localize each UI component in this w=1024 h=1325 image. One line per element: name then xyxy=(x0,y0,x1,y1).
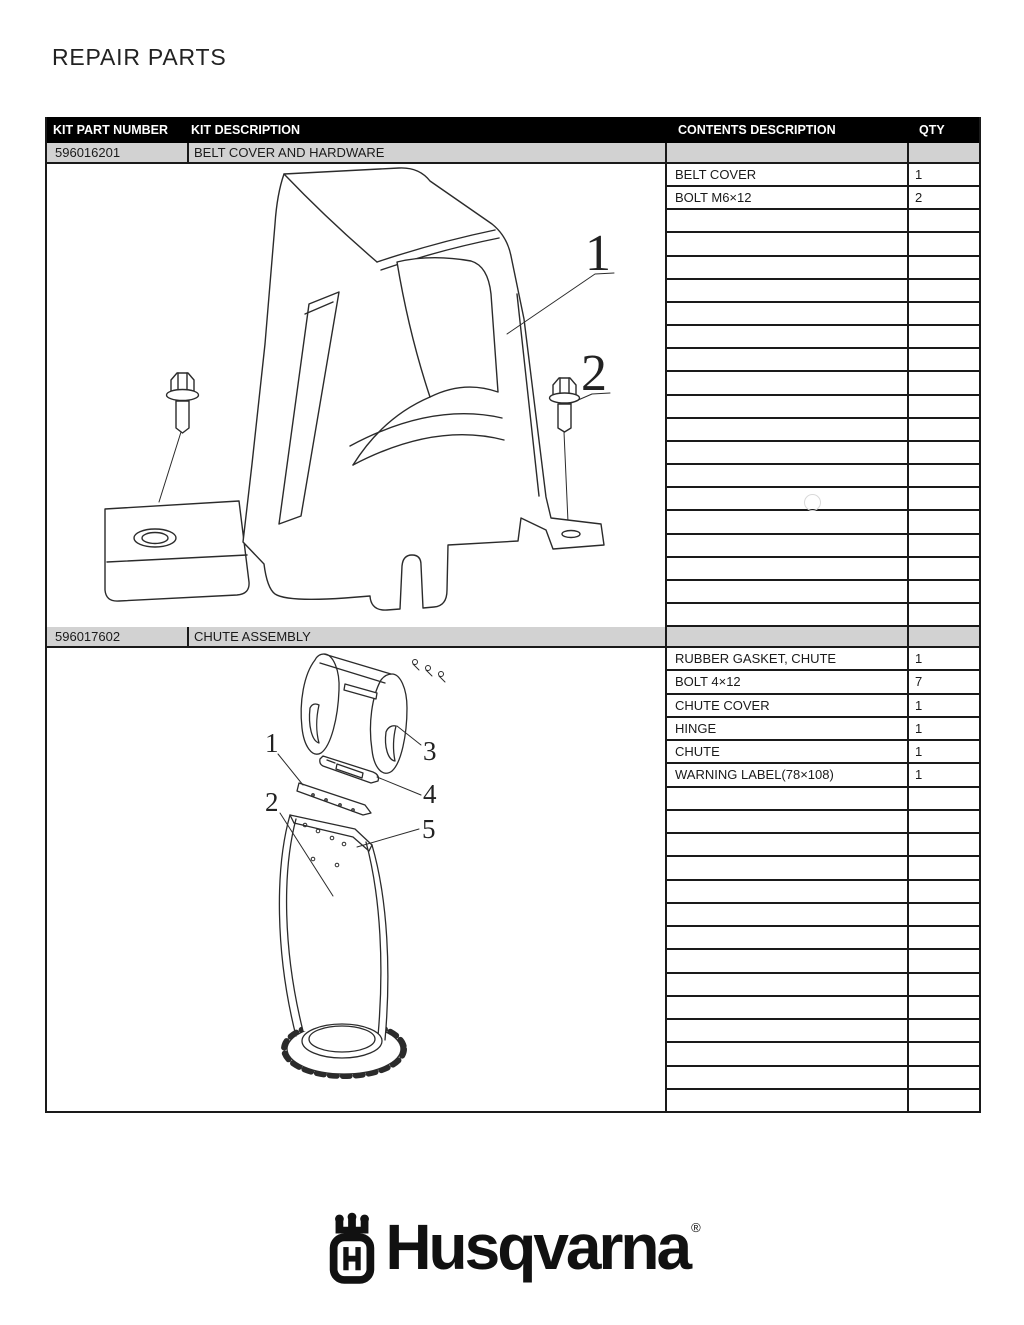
contents-description-cell xyxy=(667,904,909,925)
contents-row xyxy=(667,210,979,233)
qty-cell xyxy=(909,442,979,463)
contents-description-cell xyxy=(667,326,909,347)
contents-description-cell xyxy=(667,303,909,324)
contents-row xyxy=(667,303,979,326)
contents-description-cell xyxy=(667,419,909,440)
contents-row xyxy=(667,187,979,210)
contents-row xyxy=(667,581,979,604)
contents-row xyxy=(667,442,979,465)
qty-cell: 1 xyxy=(915,697,923,713)
contents-row xyxy=(667,904,979,927)
contents-description-cell: BELT COVER xyxy=(667,164,909,185)
rubber-gasket-part xyxy=(297,783,371,815)
qty-cell xyxy=(909,811,979,832)
qty-cell xyxy=(909,280,979,301)
kit-qty-spacer xyxy=(909,627,979,646)
contents-description-cell xyxy=(667,1067,909,1088)
qty-cell xyxy=(909,857,979,878)
kit-contents-spacer xyxy=(667,143,909,162)
contents-description-cell xyxy=(667,233,909,254)
contents-description-cell xyxy=(667,927,909,948)
column-header-kit-part-number: KIT PART NUMBER xyxy=(53,123,169,137)
contents-row xyxy=(667,974,979,997)
contents-description-cell xyxy=(667,997,909,1018)
bolt-right xyxy=(550,378,580,432)
contents-row xyxy=(667,558,979,581)
callout-5-label: 5 xyxy=(422,814,436,844)
contents-row xyxy=(667,396,979,419)
contents-description-cell xyxy=(667,1043,909,1064)
contents-description-cell xyxy=(667,396,909,417)
contents-description-cell xyxy=(667,950,909,971)
contents-description-cell xyxy=(667,257,909,278)
contents-row xyxy=(667,741,979,764)
contents-description-cell xyxy=(667,857,909,878)
contents-description-cell: BOLT 4×12 xyxy=(667,671,909,692)
contents-row xyxy=(667,535,979,558)
contents-row xyxy=(667,1020,979,1043)
qty-cell xyxy=(909,396,979,417)
kit-description: BELT COVER AND HARDWARE xyxy=(189,143,667,162)
column-header-kit-description: KIT DESCRIPTION xyxy=(191,123,301,137)
column-header-qty: QTY xyxy=(919,123,945,137)
parts-table xyxy=(45,117,981,1113)
contents-description-cell: CHUTE COVER xyxy=(667,695,909,716)
contents-row xyxy=(667,997,979,1020)
contents-row xyxy=(667,372,979,395)
contents-description-cell xyxy=(667,811,909,832)
callout-1-label: 1 xyxy=(265,728,279,758)
kit-header-row-chute-assembly xyxy=(47,627,979,648)
contents-row xyxy=(667,257,979,280)
contents-row xyxy=(667,1090,979,1111)
contents-row xyxy=(667,927,979,950)
contents-description-cell xyxy=(667,349,909,370)
contents-row xyxy=(667,834,979,857)
qty-cell xyxy=(909,788,979,809)
kit-part-number: 596016201 xyxy=(47,143,189,162)
contents-row xyxy=(667,857,979,880)
brand-footer xyxy=(0,1210,1024,1286)
contents-description-cell: WARNING LABEL(78×108) xyxy=(667,764,909,785)
contents-description-cell: HINGE xyxy=(667,718,909,739)
contents-description-cell: RUBBER GASKET, CHUTE xyxy=(667,648,909,669)
qty-cell xyxy=(909,1043,979,1064)
callout-2-label: 2 xyxy=(581,345,607,402)
contents-description-cell: BOLT M6×12 xyxy=(667,187,909,208)
chute-assembly-line-art xyxy=(47,648,665,1110)
hinge-part xyxy=(320,756,379,783)
belt-cover-line-art xyxy=(47,164,665,626)
contents-row xyxy=(667,718,979,741)
qty-cell xyxy=(909,257,979,278)
belt-cover-base-bracket xyxy=(105,501,249,601)
chute-cover xyxy=(301,654,407,773)
qty-cell: 2 xyxy=(915,190,923,206)
column-header-contents-description: CONTENTS DESCRIPTION xyxy=(678,123,836,137)
qty-cell xyxy=(909,372,979,393)
contents-description-cell xyxy=(667,535,909,556)
qty-cell: 1 xyxy=(915,651,923,667)
contents-description-cell xyxy=(667,511,909,532)
contents-description-cell xyxy=(667,558,909,579)
kit-section-belt-cover xyxy=(47,164,979,627)
contents-description-cell xyxy=(667,442,909,463)
kit-description: CHUTE ASSEMBLY xyxy=(189,627,667,646)
callout-2-label: 2 xyxy=(265,787,279,817)
page-title: REPAIR PARTS xyxy=(52,44,227,70)
contents-description-cell: CHUTE xyxy=(667,741,909,762)
kit-header-row-belt-cover xyxy=(47,143,979,164)
bolt-left xyxy=(167,373,199,433)
qty-cell: 1 xyxy=(915,167,923,183)
contents-description-cell xyxy=(667,581,909,602)
contents-rows-belt-cover xyxy=(667,164,979,627)
qty-cell xyxy=(909,488,979,509)
contents-description-cell xyxy=(667,1020,909,1041)
contents-row xyxy=(667,695,979,718)
table-header-row xyxy=(47,117,979,143)
belt-cover-drawing xyxy=(47,164,667,627)
contents-description-cell xyxy=(667,488,909,509)
husqvarna-crown-icon xyxy=(323,1212,381,1286)
qty-cell xyxy=(909,881,979,902)
contents-description-cell xyxy=(667,974,909,995)
qty-cell xyxy=(909,904,979,925)
contents-description-cell xyxy=(667,604,909,625)
contents-row xyxy=(667,164,979,187)
contents-row xyxy=(667,671,979,694)
small-bolts xyxy=(413,660,446,683)
qty-cell xyxy=(909,581,979,602)
qty-cell xyxy=(909,326,979,347)
contents-row xyxy=(667,764,979,787)
qty-cell xyxy=(909,511,979,532)
callout-3-label: 3 xyxy=(423,736,437,766)
contents-description-cell xyxy=(667,1090,909,1111)
qty-cell: 1 xyxy=(915,767,923,783)
qty-cell xyxy=(909,1020,979,1041)
qty-cell xyxy=(909,419,979,440)
qty-cell xyxy=(909,1067,979,1088)
qty-cell xyxy=(909,1090,979,1111)
contents-row xyxy=(667,950,979,973)
contents-description-cell xyxy=(667,788,909,809)
kit-contents-spacer xyxy=(667,627,909,646)
brand-wordmark: Husqvarna xyxy=(385,1211,690,1283)
contents-row xyxy=(667,1067,979,1090)
qty-cell xyxy=(909,535,979,556)
contents-row xyxy=(667,648,979,671)
qty-cell xyxy=(909,303,979,324)
contents-description-cell xyxy=(667,834,909,855)
registered-trademark-icon: ® xyxy=(691,1220,701,1235)
contents-row xyxy=(667,465,979,488)
contents-description-cell xyxy=(667,280,909,301)
contents-row xyxy=(667,233,979,256)
qty-cell xyxy=(909,950,979,971)
leader-line-4 xyxy=(377,777,421,795)
watermark-circle xyxy=(804,494,821,511)
qty-cell xyxy=(909,465,979,486)
qty-cell xyxy=(909,349,979,370)
kit-part-number: 596017602 xyxy=(47,627,189,646)
contents-row xyxy=(667,604,979,627)
leader-line-5 xyxy=(357,829,419,847)
belt-cover-body xyxy=(243,168,604,610)
qty-cell: 1 xyxy=(915,720,923,736)
qty-cell xyxy=(909,233,979,254)
contents-rows-chute-assembly xyxy=(667,648,979,1111)
chute-part xyxy=(279,815,404,1076)
qty-cell xyxy=(909,927,979,948)
contents-row xyxy=(667,280,979,303)
chute-assembly-drawing xyxy=(47,648,667,1111)
contents-row xyxy=(667,349,979,372)
contents-row xyxy=(667,419,979,442)
leader-line-1 xyxy=(278,754,303,785)
contents-description-cell xyxy=(667,465,909,486)
contents-description-cell xyxy=(667,210,909,231)
contents-row xyxy=(667,488,979,511)
qty-cell xyxy=(909,974,979,995)
qty-cell: 7 xyxy=(915,674,923,690)
qty-cell xyxy=(909,210,979,231)
qty-cell xyxy=(909,604,979,625)
callout-4-label: 4 xyxy=(423,779,437,809)
qty-cell xyxy=(909,997,979,1018)
contents-row xyxy=(667,788,979,811)
callout-1-label: 1 xyxy=(585,225,611,282)
contents-row xyxy=(667,326,979,349)
contents-row xyxy=(667,511,979,534)
contents-row xyxy=(667,881,979,904)
contents-row xyxy=(667,1043,979,1066)
contents-description-cell xyxy=(667,881,909,902)
kit-section-chute-assembly xyxy=(47,648,979,1111)
kit-qty-spacer xyxy=(909,143,979,162)
qty-cell: 1 xyxy=(915,744,923,760)
qty-cell xyxy=(909,558,979,579)
qty-cell xyxy=(909,834,979,855)
contents-description-cell xyxy=(667,372,909,393)
contents-row xyxy=(667,811,979,834)
